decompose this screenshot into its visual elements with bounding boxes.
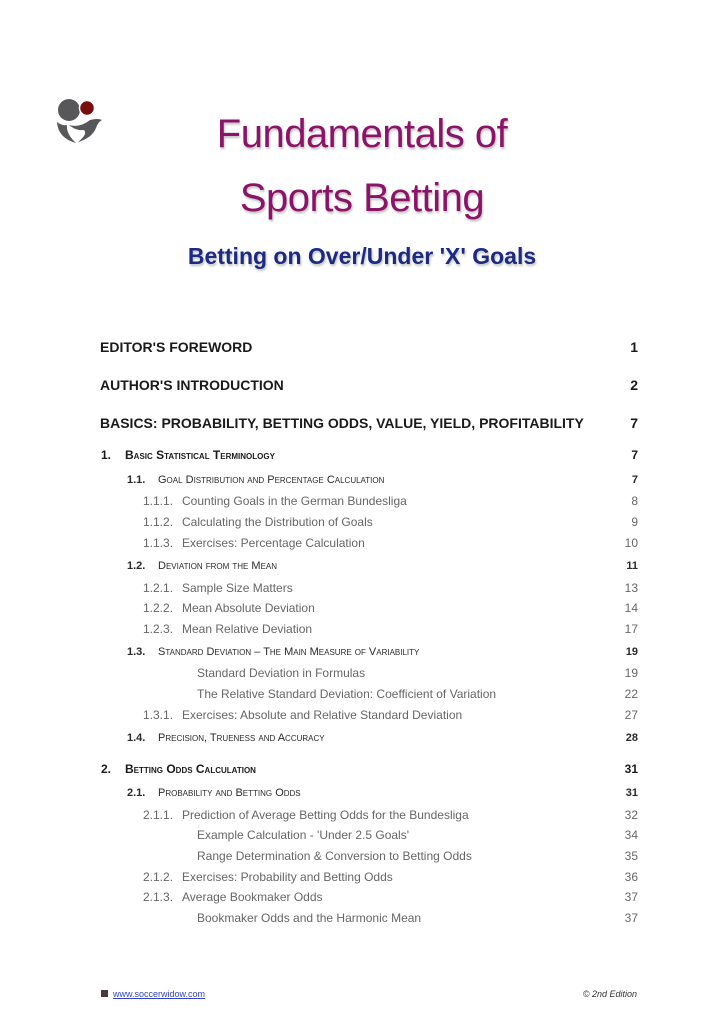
toc-entry-label: Mean Relative Deviation xyxy=(182,622,313,636)
toc-entry-label: Example Calculation - 'Under 2.5 Goals' xyxy=(197,828,410,842)
toc-entry[interactable] xyxy=(0,581,724,601)
toc-entry-page: 28 xyxy=(625,732,638,744)
toc-entry-page: 35 xyxy=(624,849,638,863)
toc-entry[interactable] xyxy=(0,536,724,556)
site-favicon-icon xyxy=(101,990,108,997)
toc-entry-label: Exercises: Percentage Calculation xyxy=(182,536,365,550)
toc-entry-number: 1.1. xyxy=(127,474,146,486)
toc-entry[interactable] xyxy=(0,666,724,686)
website-link[interactable]: www.soccerwidow.com xyxy=(113,989,206,999)
toc-entry-page: 14 xyxy=(624,601,638,615)
toc-entry-page: 17 xyxy=(624,622,638,636)
toc-entry[interactable] xyxy=(0,687,724,707)
toc-entry-page: 9 xyxy=(631,515,638,529)
toc-entry-page: 1 xyxy=(630,339,638,355)
toc-entry-label: Standard Deviation in Formulas xyxy=(197,666,366,680)
toc-entry[interactable] xyxy=(0,890,724,910)
toc-entry-number: 2. xyxy=(101,762,112,776)
edition-label: © 2nd Edition xyxy=(582,989,637,999)
toc-entry[interactable] xyxy=(0,849,724,869)
toc-entry[interactable] xyxy=(0,601,724,621)
toc-entry-page: 34 xyxy=(624,828,638,842)
toc-entry-page: 7 xyxy=(630,415,638,431)
toc-entry[interactable] xyxy=(0,377,724,397)
toc-entry-page: 7 xyxy=(631,448,638,462)
toc-entry-number: 1.3. xyxy=(127,646,146,658)
toc-entry[interactable] xyxy=(0,339,724,359)
toc-entry[interactable] xyxy=(0,515,724,535)
document-title-line2: Sports Betting xyxy=(239,176,485,220)
toc-entry-label: Standard Deviation – The Main Measure of Variability xyxy=(158,646,420,658)
toc-entry-label: Probability and Betting Odds xyxy=(158,787,301,799)
toc-entry-number: 1.1.2. xyxy=(143,515,174,529)
toc-entry-page: 31 xyxy=(625,787,638,799)
toc-entry-label: Basic Statistical Terminology xyxy=(125,448,275,462)
toc-entry-number: 1.1.3. xyxy=(143,536,174,550)
toc-entry-label: Bookmaker Odds and the Harmonic Mean xyxy=(197,911,422,925)
toc-entry-label: AUTHOR'S INTRODUCTION xyxy=(100,377,284,393)
toc-entry[interactable] xyxy=(0,828,724,848)
toc-entry-page: 22 xyxy=(624,687,638,701)
toc-entry-page: 32 xyxy=(624,808,638,822)
toc-entry-number: 1. xyxy=(101,448,112,462)
toc-entry[interactable] xyxy=(0,415,724,435)
toc-entry-page: 19 xyxy=(625,646,638,658)
toc-entry-label: Average Bookmaker Odds xyxy=(182,890,323,904)
toc-entry-page: 7 xyxy=(631,474,638,486)
toc-entry-label: Counting Goals in the German Bundesliga xyxy=(182,494,407,508)
document-title-line1: Fundamentals of xyxy=(216,112,508,156)
toc-entry-number: 2.1.2. xyxy=(143,870,174,884)
toc-entry[interactable] xyxy=(0,494,724,514)
toc-entry-label: EDITOR'S FOREWORD xyxy=(100,339,253,355)
toc-entry-label: Prediction of Average Betting Odds for the Bundesliga xyxy=(182,808,469,822)
toc-entry-label: Goal Distribution and Percentage Calculation xyxy=(158,474,385,486)
toc-entry[interactable] xyxy=(0,732,724,752)
toc-entry[interactable] xyxy=(0,448,724,468)
toc-entry-label: Betting Odds Calculation xyxy=(125,762,256,776)
toc-entry-number: 1.2.1. xyxy=(143,581,174,595)
toc-entry-page: 8 xyxy=(631,494,638,508)
toc-entry-number: 1.2.3. xyxy=(143,622,174,636)
toc-entry[interactable] xyxy=(0,870,724,890)
toc-entry-number: 1.2. xyxy=(127,560,146,572)
toc-entry-label: Exercises: Probability and Betting Odds xyxy=(182,870,393,884)
toc-entry-page: 27 xyxy=(624,708,638,722)
toc-entry-page: 2 xyxy=(630,377,638,393)
toc-entry-label: Precision, Trueness and Accuracy xyxy=(158,732,325,744)
toc-entry[interactable] xyxy=(0,622,724,642)
toc-entry-label: Range Determination & Conversion to Betting Odds xyxy=(197,849,472,863)
toc-entry-label: Calculating the Distribution of Goals xyxy=(182,515,373,529)
toc-entry[interactable] xyxy=(0,911,724,931)
toc-entry-page: 37 xyxy=(624,890,638,904)
toc-entry-number: 2.1.1. xyxy=(143,808,174,822)
toc-entry[interactable] xyxy=(0,474,724,494)
toc-entry-page: 31 xyxy=(624,762,638,776)
toc-entry[interactable] xyxy=(0,646,724,666)
toc-entry-label: The Relative Standard Deviation: Coefficient of Variation xyxy=(197,687,497,701)
toc-entry-label: Deviation from the Mean xyxy=(158,560,278,572)
toc-entry-number: 2.1.3. xyxy=(143,890,174,904)
toc-entry-page: 13 xyxy=(624,581,638,595)
toc-entry-label: BASICS: PROBABILITY, BETTING ODDS, VALUE, YIELD, PROFITABILITY xyxy=(100,415,584,431)
toc-entry-number: 2.1. xyxy=(127,787,146,799)
toc-entry[interactable] xyxy=(0,787,724,807)
toc-entry[interactable] xyxy=(0,708,724,728)
toc-entry-label: Mean Absolute Deviation xyxy=(182,601,315,615)
toc-entry-number: 1.4. xyxy=(127,732,146,744)
toc-entry-page: 19 xyxy=(624,666,638,680)
toc-entry-label: Sample Size Matters xyxy=(182,581,293,595)
toc-entry-page: 36 xyxy=(624,870,638,884)
toc-entry-page: 10 xyxy=(624,536,638,550)
toc-entry-page: 11 xyxy=(626,560,638,572)
toc-entry[interactable] xyxy=(0,808,724,828)
toc-entry-number: 1.1.1. xyxy=(143,494,174,508)
toc-entry[interactable] xyxy=(0,560,724,580)
toc-entry[interactable] xyxy=(0,762,724,782)
toc-entry-label: Exercises: Absolute and Relative Standard Deviation xyxy=(182,708,463,722)
toc-entry-number: 1.3.1. xyxy=(143,708,174,722)
toc-entry-number: 1.2.2. xyxy=(143,601,174,615)
toc-entry-page: 37 xyxy=(624,911,638,925)
document-subtitle: Betting on Over/Under 'X' Goals xyxy=(187,243,537,269)
